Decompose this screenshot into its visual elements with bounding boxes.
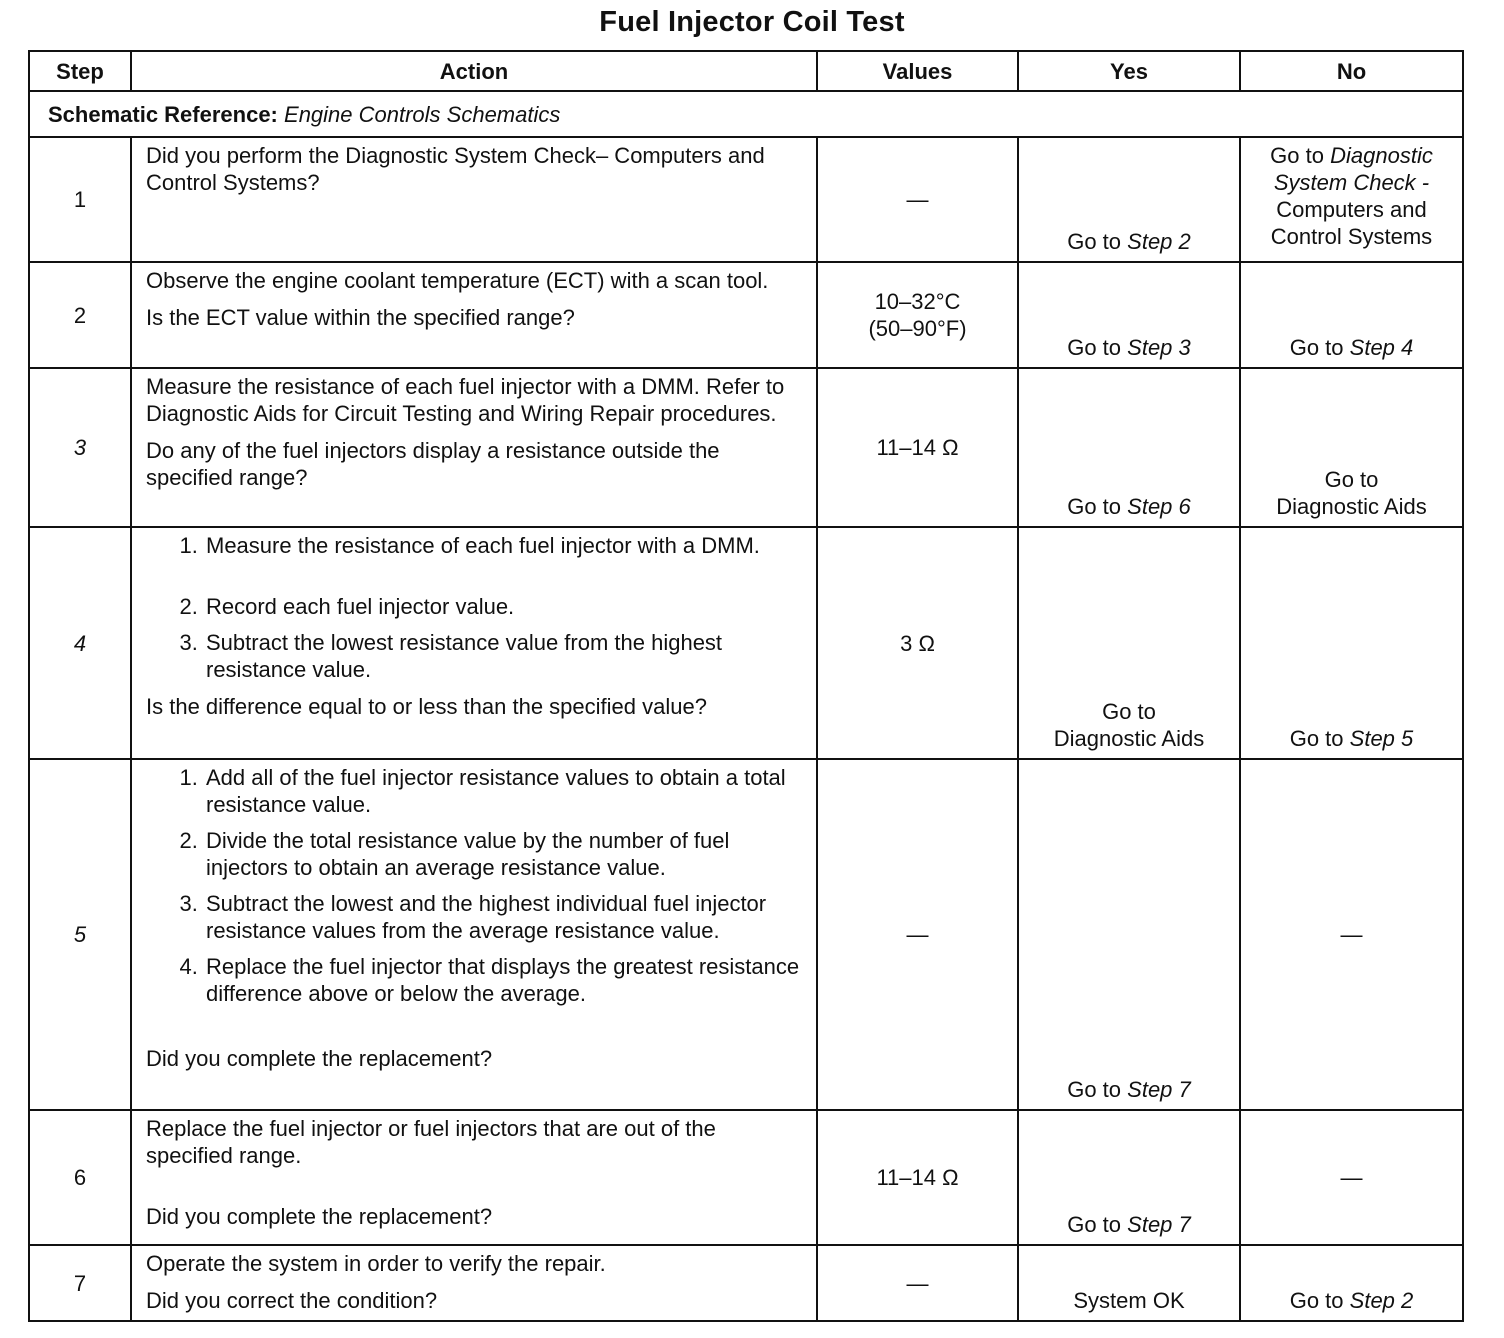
step-number: 1 xyxy=(29,137,131,262)
header-action: Action xyxy=(131,51,817,91)
no-cell xyxy=(1240,137,1463,262)
action-cell xyxy=(131,137,817,262)
action-text: Replace the fuel injector or fuel injectors that are out of the specified range. xyxy=(146,1116,716,1168)
table-row xyxy=(29,759,1463,1110)
yes-link: Step 3 xyxy=(1127,335,1191,360)
action-question: Did you complete the replacement? xyxy=(146,1204,493,1229)
yes-link: Step 7 xyxy=(1127,1077,1191,1102)
yes-cell xyxy=(1018,1110,1240,1245)
values-cell: 3 Ω xyxy=(817,527,1018,759)
no-line1: Go to xyxy=(1324,467,1379,492)
yes-cell xyxy=(1018,262,1240,368)
values-cell: — xyxy=(817,1245,1018,1321)
list-item: 1. Measure the resistance of each fuel injector with a DMM. xyxy=(204,532,806,559)
schematic-reference-row xyxy=(29,91,1463,137)
diagnostic-table xyxy=(28,50,1464,1322)
action-question: Is the ECT value within the specified range? xyxy=(146,305,575,330)
yes-prefix: Go to xyxy=(1067,335,1122,360)
action-text: Operate the system in order to verify the repair. xyxy=(146,1251,606,1276)
yes-cell xyxy=(1018,137,1240,262)
yes-link: Step 2 xyxy=(1127,229,1191,254)
header-values: Values xyxy=(817,51,1018,91)
action-cell xyxy=(131,759,817,1110)
action-cell xyxy=(131,1110,817,1245)
no-cell: — xyxy=(1240,1110,1463,1245)
yes-cell xyxy=(1018,527,1240,759)
header-step: Step xyxy=(29,51,131,91)
step-number: 2 xyxy=(29,262,131,368)
no-prefix: Go to xyxy=(1270,143,1324,168)
no-prefix: Go to xyxy=(1289,726,1344,751)
no-cell: — xyxy=(1240,759,1463,1110)
yes-cell xyxy=(1018,759,1240,1110)
no-prefix: Go to xyxy=(1289,1288,1344,1313)
value-celsius: 10–32°C xyxy=(874,289,961,314)
yes-link: Step 6 xyxy=(1127,494,1191,519)
yes-link: Step 7 xyxy=(1127,1212,1191,1237)
values-cell: 11–14 Ω xyxy=(817,1110,1018,1245)
page-title: Fuel Injector Coil Test xyxy=(599,6,905,38)
action-list xyxy=(146,764,806,1007)
yes-line2: Diagnostic Aids xyxy=(1053,726,1205,751)
no-link: Step 4 xyxy=(1349,335,1414,360)
table-row xyxy=(29,527,1463,759)
values-cell: — xyxy=(817,137,1018,262)
list-item: 1. Add all of the fuel injector resistance values to obtain a total resistance value. xyxy=(204,764,806,818)
list-item: 2. Record each fuel injector value. xyxy=(204,593,806,620)
yes-prefix: Go to xyxy=(1067,494,1122,519)
schematic-reference xyxy=(29,91,1463,137)
yes-prefix: Go to xyxy=(1067,1077,1122,1102)
step-number: 3 xyxy=(29,368,131,527)
no-prefix: Go to xyxy=(1289,335,1344,360)
no-cell xyxy=(1240,262,1463,368)
list-item: 2. Divide the total resistance value by the number of fuel injectors to obtain an average resistance value. xyxy=(204,827,806,881)
table-row xyxy=(29,262,1463,368)
action-cell xyxy=(131,262,817,368)
step-number: 6 xyxy=(29,1110,131,1245)
table-row xyxy=(29,1110,1463,1245)
schematic-label: Schematic Reference: xyxy=(48,101,278,127)
no-link: Diagnostic System Check - xyxy=(1273,143,1433,195)
schematic-link: Engine Controls Schematics xyxy=(284,101,561,127)
no-line2: Diagnostic Aids xyxy=(1276,494,1427,519)
yes-prefix: Go to xyxy=(1067,1212,1122,1237)
action-question: Do any of the fuel injectors display a resistance outside the specified range? xyxy=(146,438,720,490)
table-row xyxy=(29,137,1463,262)
yes-cell xyxy=(1018,368,1240,527)
no-link: Step 2 xyxy=(1349,1288,1414,1313)
values-cell xyxy=(817,262,1018,368)
yes-prefix: Go to xyxy=(1067,229,1122,254)
step-number: 4 xyxy=(29,527,131,759)
no-suffix: Computers and Control Systems xyxy=(1270,197,1433,249)
header-row xyxy=(29,51,1463,91)
action-question: Did you complete the replacement? xyxy=(146,1046,493,1071)
header-no: No xyxy=(1240,51,1463,91)
list-item: 3. Subtract the lowest resistance value from the highest resistance value. xyxy=(204,629,806,683)
action-list xyxy=(146,532,806,683)
values-cell: 11–14 Ω xyxy=(817,368,1018,527)
list-item: 4. Replace the fuel injector that displays the greatest resistance difference above or below the average. xyxy=(204,953,806,1007)
yes-line1: Go to xyxy=(1102,699,1156,724)
step-number: 7 xyxy=(29,1245,131,1321)
action-text: Did you perform the Diagnostic System Check– Computers and Control Systems? xyxy=(146,143,765,195)
action-cell xyxy=(131,368,817,527)
yes-cell: System OK xyxy=(1018,1245,1240,1321)
step-number: 5 xyxy=(29,759,131,1110)
action-cell xyxy=(131,1245,817,1321)
header-yes: Yes xyxy=(1018,51,1240,91)
no-cell xyxy=(1240,527,1463,759)
no-cell xyxy=(1240,368,1463,527)
no-cell xyxy=(1240,1245,1463,1321)
action-text: Observe the engine coolant temperature (ECT) with a scan tool. xyxy=(146,268,769,293)
table-row xyxy=(29,1245,1463,1321)
action-cell xyxy=(131,527,817,759)
action-question: Did you correct the condition? xyxy=(146,1288,438,1313)
no-link: Step 5 xyxy=(1349,726,1414,751)
values-cell: — xyxy=(817,759,1018,1110)
value-fahrenheit: (50–90°F) xyxy=(868,316,967,341)
list-item: 3. Subtract the lowest and the highest individual fuel injector resistance values from the average resistance value. xyxy=(204,890,806,944)
action-question: Is the difference equal to or less than the specified value? xyxy=(146,694,707,719)
table-row xyxy=(29,368,1463,527)
action-text: Measure the resistance of each fuel injector with a DMM. Refer to Diagnostic Aids for Circuit Testing and Wiring Repair procedures. xyxy=(146,374,785,426)
